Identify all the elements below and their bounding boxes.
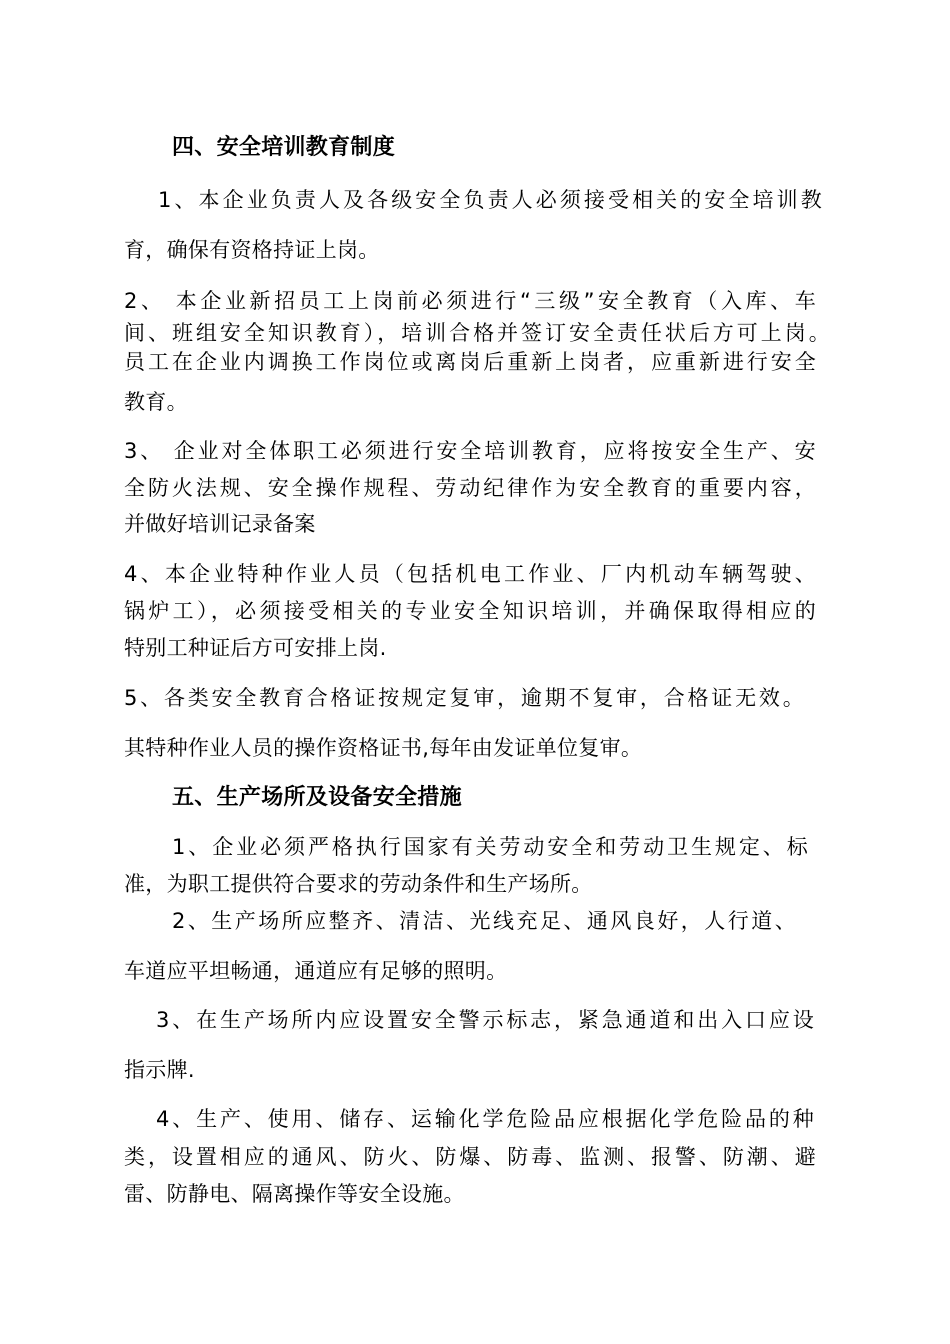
paragraph-line: 2、生产场所应整齐、清洁、光线充足、通风良好，人行道、: [172, 909, 796, 933]
paragraph-line: 员工在企业内调换工作岗位或离岗后重新上岗者，应重新进行安全: [124, 350, 816, 374]
paragraph-line: 5、各类安全教育合格证按规定复审，逾期不复审，合格证无效。: [124, 686, 804, 710]
section-heading-safety-measures: 五、生产场所及设备安全措施: [172, 785, 462, 810]
paragraph-line: 4、本企业特种作业人员（包括机电工作业、厂内机动车辆驾驶、: [124, 562, 816, 586]
paragraph-line: 间、班组安全知识教育），培训合格并签订安全责任状后方可上岗。: [124, 321, 830, 345]
paragraph-line: 4、生产、使用、储存、运输化学危险品应根据化学危险品的种: [156, 1107, 814, 1131]
paragraph-line: 1、企业必须严格执行国家有关劳动安全和劳动卫生规定、标: [172, 835, 808, 859]
paragraph-line: 准，为职工提供符合要求的劳动条件和生产场所。: [124, 872, 593, 896]
paragraph-line: 雷、防静电、隔离操作等安全设施。: [124, 1182, 465, 1206]
paragraph-line: 其特种作业人员的操作资格证书,每年由发证单位复审。: [124, 736, 643, 760]
paragraph-line: 1、本企业负责人及各级安全负责人必须接受相关的安全培训教: [158, 188, 822, 212]
section-heading-training: 四、安全培训教育制度: [172, 135, 396, 160]
paragraph-line: 3、在生产场所内应设置安全警示标志，紧急通道和出入口应设: [156, 1008, 814, 1032]
paragraph-line: 育，确保有资格持证上岗。: [124, 238, 380, 262]
paragraph-line: 车道应平坦畅通，通道应有足够的照明。: [124, 959, 508, 983]
paragraph-line: 特别工种证后方可安排上岗.: [124, 636, 387, 660]
paragraph-line: 类，设置相应的通风、防火、防爆、防毒、监测、报警、防潮、避: [124, 1145, 816, 1169]
paragraph-line: 3、 企业对全体职工必须进行安全培训教育，应将按安全生产、安: [124, 439, 816, 463]
paragraph-line: 全防火法规、安全操作规程、劳动纪律作为安全教育的重要内容，: [124, 476, 816, 500]
paragraph-line: 2、 本企业新招员工上岗前必须进行“三级”安全教育（入库、车: [124, 289, 816, 313]
paragraph-line: 教育。: [124, 390, 188, 414]
paragraph-line: 指示牌.: [124, 1058, 195, 1082]
paragraph-line: 锅炉工），必须接受相关的专业安全知识培训，并确保取得相应的: [124, 599, 816, 623]
paragraph-line: 并做好培训记录备案: [124, 512, 316, 536]
